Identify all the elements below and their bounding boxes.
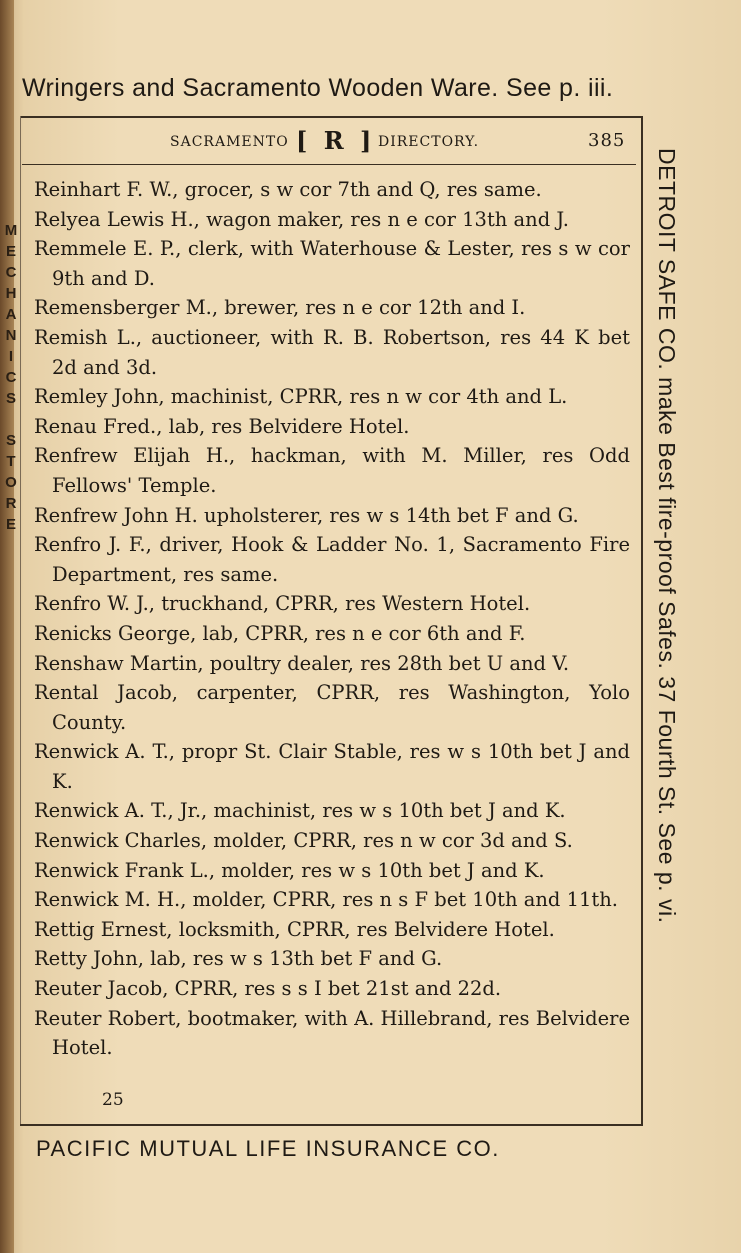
header-rule: [22, 164, 636, 165]
left-side-letter: O: [5, 474, 17, 491]
directory-entry: Renwick A. T., propr St. Clair Stable, res w s 10th bet J and K.: [34, 740, 630, 793]
directory-entry: Renfro J. F., driver, Hook & Ladder No. 1, Sacramento Fire Department, res same.: [34, 533, 630, 586]
directory-entry: Renfrew Elijah H., hackman, with M. Miller, res Odd Fellows' Temple.: [34, 444, 630, 497]
left-side-letter: N: [5, 327, 17, 344]
top-advertisement: Wringers and Sacramento Wooden Ware. See p. iii.: [22, 74, 614, 102]
directory-entry: Rettig Ernest, locksmith, CPRR, res Belvidere Hotel.: [34, 917, 555, 941]
left-side-letter: C: [5, 264, 17, 281]
directory-entry: Remley John, machinist, CPRR, res n w cor 4th and L.: [34, 385, 568, 409]
directory-entry: Renfrew John H. upholsterer, res w s 14th bet F and G.: [34, 503, 579, 527]
directory-entry: Rental Jacob, carpenter, CPRR, res Washington, Yolo County.: [34, 681, 630, 734]
left-side-letter: T: [6, 453, 16, 470]
directory-entry: Renwick M. H., molder, CPRR, res n s F bet 10th and 11th.: [34, 888, 618, 912]
header-city: SACRAMENTO: [170, 134, 289, 150]
directory-entry: Remmele E. P., clerk, with Waterhouse & Lester, res s w cor 9th and D.: [34, 237, 630, 290]
bottom-advertisement: PACIFIC MUTUAL LIFE INSURANCE CO.: [36, 1136, 500, 1161]
left-side-letter: S: [5, 432, 16, 449]
left-side-letter: S: [5, 390, 16, 407]
directory-entry: Reinhart F. W., grocer, s w cor 7th and Q, res same.: [34, 178, 542, 201]
right-side-ad-text: DETROIT SAFE CO. make Best fire-proof Safes. 37 Fourth St. See p. vi.: [654, 148, 680, 924]
running-header: [170, 126, 630, 160]
left-border: [20, 116, 21, 1124]
directory-entry: Relyea Lewis H., wagon maker, res n e cor 13th and J.: [34, 207, 569, 231]
directory-entry: Renwick Charles, molder, CPRR, res n w cor 3d and S.: [34, 829, 573, 853]
signature-mark: 25: [102, 1090, 124, 1110]
directory-entry: Remish L., auctioneer, with R. B. Robertson, res 44 K bet 2d and 3d.: [34, 325, 630, 379]
bottom-rule: [20, 1124, 642, 1126]
left-side-letter: M: [4, 222, 18, 239]
left-side-letter: I: [8, 348, 14, 365]
top-rule: [20, 116, 642, 118]
left-side-letter: C: [5, 369, 17, 386]
directory-entry: Renwick A. T., Jr., machinist, res w s 10th bet J and K.: [34, 799, 566, 823]
directory-entry: Renau Fred., lab, res Belvidere Hotel.: [34, 414, 410, 438]
directory-entry: Renshaw Martin, poultry dealer, res 28th bet U and V.: [34, 651, 570, 675]
directory-entry: Reuter Jacob, CPRR, res s s I bet 21st and 22d.: [34, 977, 502, 1001]
right-side-advertisement: [649, 148, 689, 1108]
left-side-letter: R: [5, 495, 17, 512]
directory-entry: Retty John, lab, res w s 13th bet F and G.: [34, 947, 443, 971]
directory-entry: Renwick Frank L., molder, res w s 10th bet J and K.: [34, 858, 545, 882]
header-letter: [ R ]: [296, 126, 376, 155]
left-side-letter: A: [5, 306, 17, 323]
directory-entry: Remensberger M., brewer, res n e cor 12th and I.: [34, 296, 526, 320]
directory-entry: Reuter Robert, bootmaker, with A. Hillebrand, res Belvidere Hotel.: [34, 1006, 630, 1060]
right-border: [641, 116, 643, 1126]
page-number: 385: [588, 130, 626, 151]
directory-entry: Renicks George, lab, CPRR, res n e cor 6th and F.: [34, 621, 526, 645]
directory-entries: [34, 175, 630, 1063]
left-side-letter: H: [5, 285, 17, 302]
left-side-letter: E: [5, 243, 16, 260]
header-directory: DIRECTORY.: [378, 134, 480, 150]
left-side-advertisement: [2, 220, 20, 1000]
directory-entry: Renfro W. J., truckhand, CPRR, res Western Hotel.: [34, 592, 531, 616]
left-side-letter: E: [5, 516, 16, 533]
